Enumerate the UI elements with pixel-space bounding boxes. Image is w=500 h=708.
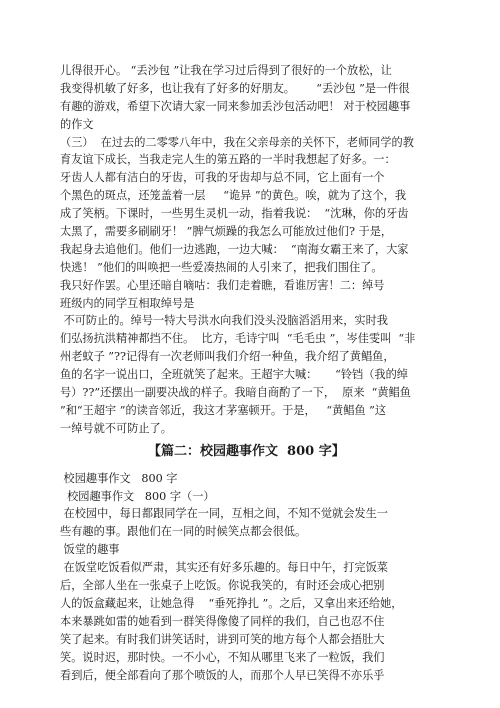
- text-line: 人的饭盒藏起来，让她急得 “垂死挣扎 ”。之后，又拿出来还给她，: [60, 596, 403, 610]
- text-line: 饭堂的趣事: [60, 543, 120, 557]
- document-page: [60, 62, 442, 684]
- text-line: 州老蚊子 ”??记得有一次老师叫我们介绍一种鱼，我介绍了黄鲳鱼，: [60, 350, 395, 364]
- text-line: 育友谊下成长，当我走完人生的第五路的一半时我想起了好多。一：: [60, 153, 396, 167]
- text-line: 一绰号就不可防止了。: [60, 421, 172, 435]
- text-line: 笑。说时迟，那时快。一不小心，不知从哪里飞来了一粒饭，我们: [60, 650, 385, 664]
- text-line: 们弘扬抗洪精神都挡不住。 比方，毛诗宁叫 “毛毛虫 ”，岑佳雯叫 “非: [60, 332, 416, 346]
- text-line: 本来暴跳如雷的她看到一群笑得像傻了同样的我们，自己也忍不住: [60, 614, 385, 628]
- text-line: 不可防止的。绰号一特大号洪水向我们没头没脑滔滔用来，实时我: [60, 314, 388, 328]
- text-line: 笑了起来。有时我们讲笑话时，讲到可笑的地方每个人都会捂肚大: [60, 632, 385, 646]
- text-line: 我只好作罢。心里还暗自嘀咕：我们走着瞧，看谁厉害！二：绰号: [60, 278, 385, 292]
- text-line: 在校园中，每日都跟同学在一同，互相之间，不知不觉就会发生一: [60, 507, 388, 521]
- text-line: 在饭堂吃饭看似严肃，其实还有好多乐趣的。每日中午，打完饭菜: [60, 561, 388, 575]
- paragraph-section-three: [60, 134, 442, 438]
- text-line: 我变得机敏了好多，也让我有了好多的好朋友。 “丢沙包 ”是一件很: [60, 81, 410, 95]
- text-line: 儿得很开心。 “丢沙包 ”让我在学习过后得到了很好的一个放松，让: [60, 64, 392, 77]
- text-line: 快逃！ ”他们的叫唤把一些爱凑热闹的人引来了，把我们围住了。: [60, 260, 383, 274]
- paragraph-article-two: [60, 470, 442, 685]
- text-line: ”和“王超宇 ”的读音邻近，我这才茅塞顿开。于是， “黄鲳鱼 ”这: [60, 403, 387, 417]
- section-heading: 【篇二：校园趣事作文 800 字】: [148, 443, 345, 459]
- text-line: 班级内的同学互相取绰号是: [60, 296, 195, 310]
- text-line: 看到后，便全部看向了那个喷饭的人，而那个人早已笑得不亦乐乎: [60, 668, 385, 682]
- text-line: 鱼的名字一说出口，全班就笑了起来。王超宇大喊： “铃铛（我的绰: [60, 368, 408, 382]
- text-line: 后，全部人坐在一张桌子上吃饭。你说我笑的，有时还会成心把别: [60, 579, 385, 593]
- text-line: 个黑色的斑点，还笼盖着一层 “诡异 ”的黄色。唉，就为了这个，我: [60, 189, 407, 203]
- text-line: 号）??”还摆出一副要决战的样子。我暗自商酌了一下， 原来 “黄鲳鱼: [60, 386, 411, 400]
- text-line: 成了笑柄。下课时，一些男生灵机一动，指着我说： “沈琳，你的牙齿: [60, 207, 409, 221]
- text-line: 有趣的游戏，希望下次请大家一同来参加丢沙包活动吧！ 对于校园趣事: [60, 99, 411, 113]
- text-line: 的作文: [60, 117, 94, 131]
- text-line: 太黑了，需要多刷刷牙！ ”脾气烦躁的我怎么可能放过他们? 于是，: [60, 225, 393, 239]
- text-line: 校园趣事作文 800 字: [60, 471, 178, 485]
- text-line: （三） 在过去的二零零八年中，我在父亲母亲的关怀下，老师同学的教: [60, 135, 414, 149]
- text-line: 校园趣事作文 800 字（一）: [60, 489, 215, 503]
- text-line: 我起身去追他们。他们一边逃跑，一边大喊： “南海女霸王来了，大家: [60, 242, 409, 256]
- text-line: 牙齿人人都有洁白的牙齿，可我的牙齿却与总不同，它上面有一个: [60, 171, 385, 185]
- text-line: 些有趣的事。跟他们在一同的时候笑点都会很低。: [60, 525, 307, 539]
- paragraph-intro: [60, 62, 442, 134]
